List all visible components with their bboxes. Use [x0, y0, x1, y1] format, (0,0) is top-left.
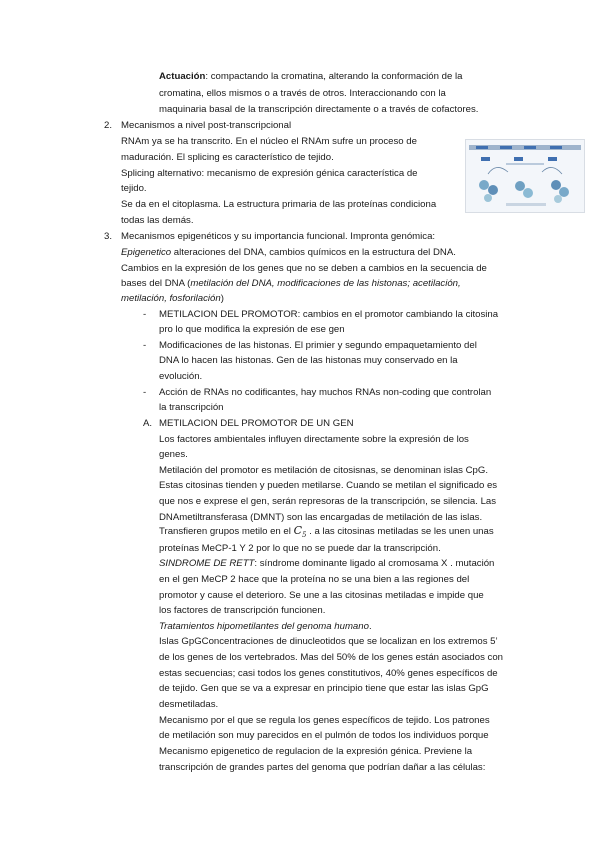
section-a-mecanismo-line-4: transcripción de grandes partes del genoma que podrían dañar a las células: — [159, 762, 486, 773]
section-a-line-3: Metilación del promotor es metilación de citosisnas, se denominan islas CpG. — [159, 465, 489, 476]
section-a-islas-line-5: desmetiladas. — [159, 699, 219, 710]
epigenetico-term: Epigenetico — [121, 247, 172, 258]
section-a-line-4: Estas citosinas tienden y pueden metilarse. Cuando se metilan el significado es — [159, 480, 498, 491]
actuacion-line-1: Actuación: compactando la cromatina, alterando la conformación de la — [159, 71, 463, 82]
bullet-2-line-1: Modificaciones de las histonas. El primier y segundo empaquetamiento del — [159, 340, 477, 351]
section-a-rett-line-2: en el gen MeCP 2 hace que la proteína no se una bien a las regiones del — [159, 574, 470, 585]
section-a-mecanismo-line-2: de metilación son muy parecidos en el pulmón de todos los individuos porque — [159, 730, 489, 741]
bullet-3-line-1: Acción de RNAs no codificantes, hay muchos RNAs non-coding que controlan — [159, 387, 492, 398]
bullet-2-dash: - — [143, 340, 147, 351]
item-2-title: Mecanismos a nivel post-transcripcional — [121, 120, 292, 131]
section-a-mecanismo-line-3: Mecanismo epigenetico de regulacion de la expresión génica. Previene la — [159, 746, 473, 757]
item-3-metilacion-line: metilación, fosforilación) — [121, 293, 224, 304]
bullet-1-line-2: pro lo que modifica la expresión de ese gen — [159, 324, 345, 335]
section-a-islas-line-2: de los genes de los vertebrados. Mas del 50% de los genes están asociados con — [159, 652, 503, 663]
item-3-cambios-line: Cambios en la expresión de los genes que no se deben a cambios en la secuencia de — [121, 263, 487, 274]
item-3-bases-line: bases del DNA (metilación del DNA, modificaciones de las histonas; acetilación, — [121, 278, 461, 289]
item-2-line-3: Splicing alternativo: mecanismo de expresión génica característica de — [121, 168, 418, 179]
section-a-letter: A. — [143, 418, 153, 429]
bullet-3-line-2: la transcripción — [159, 402, 224, 413]
item-2-line-6: todas las demás. — [121, 215, 194, 226]
item-3-epigenetico-line: Epigenetico alteraciones del DNA, cambios químicos en la estructura del DNA. — [121, 247, 456, 258]
item-2-number: 2. — [104, 120, 113, 131]
item-3-number: 3. — [104, 231, 113, 242]
splicing-diagram-icon — [466, 140, 584, 212]
rett-term: SINDROME DE RETT — [159, 558, 255, 569]
bullet-3-dash: - — [143, 387, 147, 398]
bullet-1-line-1: METILACION DEL PROMOTOR: cambios en el promotor cambiando la citosina — [159, 309, 499, 320]
item-2-line-4: tejido. — [121, 183, 147, 194]
item-2-line-5: Se da en el citoplasma. La estructura primaria de las proteínas condiciona — [121, 199, 437, 210]
section-a-rett-line-3: promotor y cause el deterioro. Se une a las citosinas metiladas e impide que — [159, 590, 484, 601]
section-a-islas-line-3: estas secuencias; casi todos los genes constitutivos, 40% genes específicos de — [159, 668, 498, 679]
item-2-line-2: maduración. El splicing es característico de tejido. — [121, 152, 334, 163]
actuacion-line-2: cromatina, ellos mismos o a través de otros. Interaccionando con la — [159, 88, 446, 99]
bullet-1-dash: - — [143, 309, 147, 320]
section-a-line-2: genes. — [159, 449, 188, 460]
tratamientos-heading: Tratamientos hipometilantes del genoma humano — [159, 621, 369, 632]
section-a-line-1: Los factores ambientales influyen directamente sobre la expresión de los — [159, 434, 469, 445]
section-a-line-5: que nos e exprese el gen, serán represoras de la transcripción, se silencia. Las — [159, 496, 497, 507]
section-a-islas-line-1: Islas GpGConcentraciones de dinucleotidos que se localizan en los extremos 5’ — [159, 636, 498, 647]
section-a-proteinas-line: proteínas MeCP-1 Y 2 por lo que no se puede dar la transcripción. — [159, 543, 441, 554]
splicing-diagram-figure — [465, 139, 585, 213]
bullet-2-line-3: evolución. — [159, 371, 203, 382]
section-a-mecanismo-line-1: Mecanismo por el que se regula los genes específicos de tejido. Los patrones — [159, 715, 490, 726]
section-a-title: METILACION DEL PROMOTOR DE UN GEN — [159, 418, 354, 429]
section-a-line-6: DNAmetiltransferasa (DMNT) son las encargadas de metilación de las islas. — [159, 512, 483, 523]
actuacion-label: Actuación — [159, 71, 206, 82]
item-2-line-1: RNAm ya se ha transcrito. En el núcleo el RNAm sufre un proceso de — [121, 136, 417, 147]
c5-symbol: $C_5$ — [293, 524, 307, 540]
section-a-transfieren-line: Transfieren grupos metilo en el $C_5$ . a las citosinas metiladas se les unen unas — [159, 524, 494, 540]
section-a-rett-line-4: los factores de transcripción funcionen. — [159, 605, 326, 616]
actuacion-line-3: maquinaria basal de la transcripción directamente o a través de cofactores. — [159, 104, 479, 115]
section-a-tratamientos-line: Tratamientos hipometilantes del genoma humano. — [159, 621, 372, 632]
section-a-islas-line-4: de tejido. Gen que se va a expresar en principio tiene que estar las islas GpG — [159, 683, 489, 694]
item-3-title: Mecanismos epigenéticos y su importancia funcional. Impronta genómica: — [121, 231, 436, 242]
bullet-2-line-2: DNA lo hacen las histonas. Gen de las histonas muy conservado en la — [159, 355, 458, 366]
section-a-rett-line: SINDROME DE RETT: síndrome dominante ligado al cromosama X . mutación — [159, 558, 495, 569]
